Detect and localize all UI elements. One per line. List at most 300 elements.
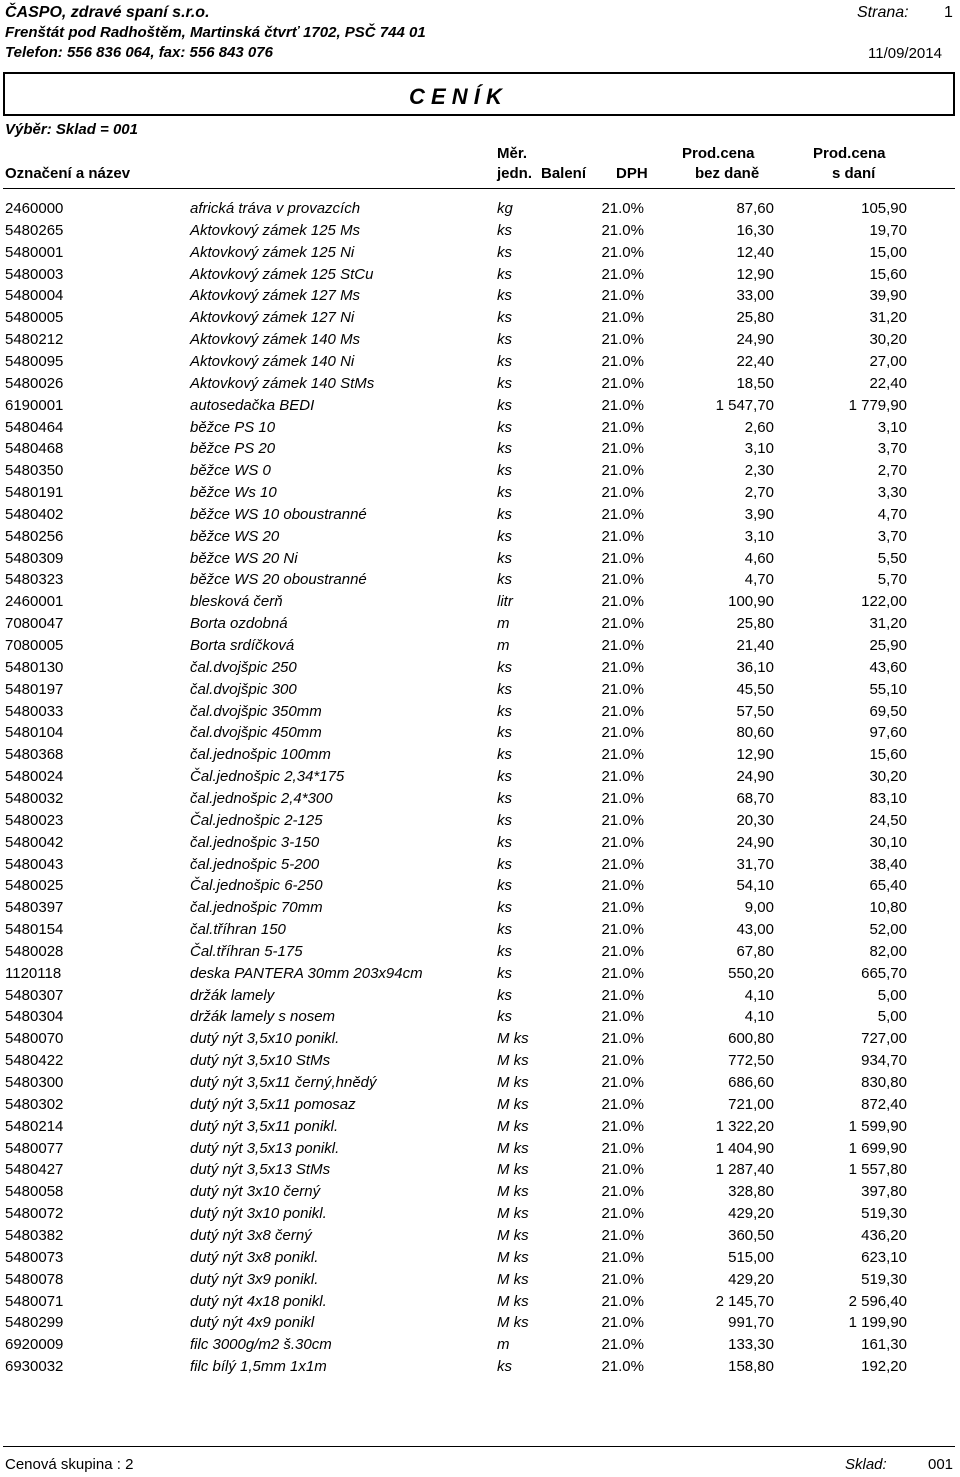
item-unit: ks [497, 724, 512, 742]
item-unit: M ks [497, 1161, 529, 1179]
header-divider [3, 188, 955, 189]
table-row [0, 329, 960, 351]
item-code: 2460000 [5, 200, 64, 217]
item-price-net: 12,90 [736, 746, 774, 764]
table-row [0, 526, 960, 548]
company-name: ČASPO, zdravé spaní s.r.o. [5, 4, 210, 21]
item-vat: 21.0% [601, 1205, 644, 1223]
table-row [0, 307, 960, 329]
item-vat: 21.0% [601, 418, 644, 436]
item-name: čal.jednošpic 2,4*300 [190, 789, 333, 807]
item-price-net: 21,40 [736, 637, 774, 654]
item-code: 5480001 [5, 243, 64, 261]
item-price-net: 360,50 [728, 1226, 774, 1244]
item-vat: 21.0% [601, 877, 644, 895]
table-row [0, 1072, 960, 1094]
item-name: dutý nýt 3x8 černý [190, 1226, 312, 1244]
col-header-pack: Balení [541, 165, 587, 182]
item-price-gross: 30,20 [869, 768, 907, 786]
table-row [0, 919, 960, 941]
item-price-gross: 55,10 [869, 680, 907, 698]
item-vat: 21.0% [601, 768, 644, 786]
item-vat: 21.0% [601, 462, 644, 480]
col-header-unit-bottom: jedn. [497, 165, 533, 182]
item-price-gross: 934,70 [861, 1052, 907, 1070]
item-price-net: 16,30 [736, 221, 774, 239]
item-price-gross: 25,90 [869, 637, 907, 654]
item-name: běžce PS 20 [190, 440, 276, 458]
item-vat: 21.0% [601, 374, 644, 392]
warehouse-value: 001 [928, 1456, 954, 1473]
item-vat: 21.0% [601, 637, 644, 654]
item-unit: litr [497, 593, 513, 611]
item-name: dutý nýt 4x9 ponikl [190, 1314, 315, 1332]
item-price-gross: 38,40 [869, 855, 907, 873]
item-code: 5480004 [5, 287, 64, 305]
item-vat: 21.0% [601, 658, 644, 676]
print-date: 11/09/2014 [868, 45, 942, 62]
table-row [0, 220, 960, 242]
item-name: dutý nýt 3x9 ponikl. [190, 1270, 319, 1288]
table-row [0, 264, 960, 286]
item-code: 5480077 [5, 1139, 64, 1157]
item-price-net: 3,90 [744, 505, 774, 523]
item-unit: M ks [497, 1314, 529, 1332]
item-unit: ks [497, 855, 512, 873]
item-vat: 21.0% [601, 702, 644, 720]
table-row [0, 854, 960, 876]
item-name: držák lamely [190, 986, 275, 1004]
item-name: čal.jednošpic 3-150 [190, 833, 320, 851]
item-vat: 21.0% [601, 1161, 644, 1179]
item-vat: 21.0% [601, 287, 644, 305]
item-vat: 21.0% [601, 615, 644, 633]
item-unit: ks [497, 484, 512, 502]
item-unit: ks [497, 942, 512, 960]
item-name: autosedačka BEDI [190, 396, 315, 414]
item-unit: ks [497, 352, 512, 370]
item-unit: ks [497, 964, 512, 982]
item-vat: 21.0% [601, 1358, 644, 1376]
item-price-gross: 22,40 [869, 374, 907, 392]
item-unit: M ks [497, 1139, 529, 1157]
item-price-gross: 69,50 [869, 702, 907, 720]
table-row [0, 941, 960, 963]
item-price-gross: 65,40 [869, 877, 907, 895]
table-row [0, 679, 960, 701]
item-name: čal.tříhran 150 [190, 921, 286, 939]
item-vat: 21.0% [601, 440, 644, 458]
item-price-net: 1 547,70 [715, 396, 774, 414]
item-vat: 21.0% [601, 527, 644, 545]
table-row [0, 1334, 960, 1356]
item-name: Aktovkový zámek 140 Ni [190, 352, 355, 370]
item-unit: m [497, 1336, 510, 1354]
item-price-gross: 727,00 [861, 1030, 907, 1048]
page-label: Strana: [857, 4, 909, 21]
item-code: 5480300 [5, 1074, 64, 1091]
item-name: dutý nýt 3,5x10 StMs [190, 1052, 331, 1070]
item-code: 5480032 [5, 789, 64, 807]
item-unit: m [497, 615, 510, 633]
table-row [0, 788, 960, 810]
item-vat: 21.0% [601, 1074, 644, 1091]
item-name: filc bílý 1,5mm 1x1m [190, 1358, 327, 1376]
item-price-net: 67,80 [736, 942, 774, 960]
item-unit: M ks [497, 1074, 529, 1091]
item-name: Aktovkový zámek 125 StCu [190, 265, 374, 283]
item-name: Aktovkový zámek 140 StMs [190, 374, 375, 392]
item-code: 5480350 [5, 462, 64, 480]
item-price-net: 328,80 [728, 1183, 774, 1201]
table-row [0, 548, 960, 570]
item-code: 5480191 [5, 484, 64, 502]
item-name: čal.jednošpic 70mm [190, 899, 323, 917]
item-code: 5480026 [5, 374, 64, 392]
item-name: dutý nýt 3,5x11 ponikl. [190, 1117, 339, 1135]
item-name: běžce WS 0 [190, 462, 271, 480]
item-unit: ks [497, 331, 512, 349]
item-price-net: 2,60 [744, 418, 774, 436]
item-price-net: 24,90 [736, 833, 774, 851]
item-price-gross: 623,10 [861, 1248, 907, 1266]
item-name: běžce WS 20 Ni [190, 549, 298, 567]
item-price-gross: 31,20 [869, 309, 907, 327]
item-unit: ks [497, 1008, 512, 1026]
table-row [0, 460, 960, 482]
item-unit: ks [497, 789, 512, 807]
table-row [0, 242, 960, 264]
item-price-net: 1 287,40 [715, 1161, 774, 1179]
table-row [0, 198, 960, 220]
item-vat: 21.0% [601, 964, 644, 982]
item-code: 5480154 [5, 921, 64, 939]
table-row [0, 569, 960, 591]
item-price-net: 2 145,70 [715, 1292, 774, 1310]
table-row [0, 963, 960, 985]
item-code: 5480005 [5, 309, 64, 327]
item-name: čal.dvojšpic 350mm [190, 702, 322, 720]
col-header-price-net-top: Prod.cena [682, 145, 755, 162]
item-price-gross: 5,00 [877, 1008, 907, 1026]
item-vat: 21.0% [601, 1008, 644, 1026]
table-row [0, 351, 960, 373]
item-code: 5480033 [5, 702, 64, 720]
table-row [0, 373, 960, 395]
item-vat: 21.0% [601, 724, 644, 742]
table-row [0, 810, 960, 832]
table-row [0, 744, 960, 766]
item-price-gross: 122,00 [861, 593, 907, 611]
item-code: 5480043 [5, 855, 64, 873]
item-price-net: 31,70 [736, 855, 774, 873]
item-price-gross: 872,40 [861, 1095, 907, 1113]
item-unit: M ks [497, 1226, 529, 1244]
item-code: 5480197 [5, 680, 64, 698]
item-name: čal.dvojšpic 450mm [190, 724, 322, 742]
table-row [0, 657, 960, 679]
item-unit: kg [497, 200, 513, 217]
table-row [0, 985, 960, 1007]
item-price-net: 80,60 [736, 724, 774, 742]
item-code: 5480299 [5, 1314, 64, 1332]
selection-filter: Výběr: Sklad = 001 [5, 121, 138, 138]
item-price-net: 721,00 [728, 1095, 774, 1113]
table-row [0, 635, 960, 657]
item-code: 5480214 [5, 1117, 64, 1135]
item-unit: ks [497, 505, 512, 523]
item-price-net: 550,20 [728, 964, 774, 982]
item-name: Aktovkový zámek 127 Ms [190, 287, 361, 305]
page-number: 1 [944, 4, 953, 21]
item-price-net: 1 404,90 [715, 1139, 774, 1157]
item-unit: ks [497, 768, 512, 786]
item-price-gross: 52,00 [869, 921, 907, 939]
item-price-net: 429,20 [728, 1270, 774, 1288]
table-row [0, 1203, 960, 1225]
table-row [0, 1181, 960, 1203]
item-code: 5480104 [5, 724, 64, 742]
item-vat: 21.0% [601, 1336, 644, 1354]
table-row [0, 417, 960, 439]
item-vat: 21.0% [601, 746, 644, 764]
item-price-net: 2,70 [744, 484, 774, 502]
item-code: 5480309 [5, 549, 64, 567]
item-vat: 21.0% [601, 680, 644, 698]
item-vat: 21.0% [601, 855, 644, 873]
item-price-net: 515,00 [728, 1248, 774, 1266]
item-vat: 21.0% [601, 331, 644, 349]
table-row [0, 285, 960, 307]
table-row [0, 875, 960, 897]
item-unit: M ks [497, 1183, 529, 1201]
item-unit: ks [497, 658, 512, 676]
table-row [0, 766, 960, 788]
item-unit: ks [497, 833, 512, 851]
item-name: Aktovkový zámek 127 Ni [190, 309, 355, 327]
item-code: 5480464 [5, 418, 64, 436]
item-price-net: 24,90 [736, 331, 774, 349]
item-vat: 21.0% [601, 309, 644, 327]
table-row [0, 438, 960, 460]
item-name: Borta srdíčková [190, 637, 295, 654]
item-price-gross: 1 557,80 [848, 1161, 907, 1179]
item-price-net: 36,10 [736, 658, 774, 676]
item-name: Čal.jednošpic 6-250 [190, 877, 323, 895]
item-unit: ks [497, 899, 512, 917]
item-price-net: 429,20 [728, 1205, 774, 1223]
item-unit: M ks [497, 1052, 529, 1070]
item-price-gross: 24,50 [869, 811, 907, 829]
item-price-net: 4,10 [744, 1008, 774, 1026]
item-code: 5480073 [5, 1248, 64, 1266]
item-vat: 21.0% [601, 352, 644, 370]
item-price-net: 2,30 [744, 462, 774, 480]
item-code: 1120118 [5, 964, 62, 982]
item-unit: M ks [497, 1248, 529, 1266]
item-name: běžce WS 10 oboustranné [190, 505, 367, 523]
item-price-gross: 3,70 [877, 440, 907, 458]
item-code: 5480212 [5, 331, 64, 349]
item-price-gross: 5,70 [877, 571, 907, 589]
item-price-net: 25,80 [736, 615, 774, 633]
item-name: Aktovkový zámek 125 Ni [190, 243, 355, 261]
col-header-price-net-bottom: bez daně [695, 165, 760, 182]
table-row [0, 1225, 960, 1247]
warehouse-label: Sklad: [845, 1456, 887, 1473]
item-price-gross: 97,60 [869, 724, 907, 742]
item-unit: ks [497, 309, 512, 327]
item-code: 5480422 [5, 1052, 64, 1070]
item-vat: 21.0% [601, 265, 644, 283]
item-code: 5480265 [5, 221, 64, 239]
item-unit: M ks [497, 1117, 529, 1135]
item-unit: ks [497, 571, 512, 589]
item-price-gross: 105,90 [861, 200, 907, 217]
item-price-net: 158,80 [728, 1358, 774, 1376]
item-name: dutý nýt 3,5x13 ponikl. [190, 1139, 340, 1157]
item-name: Borta ozdobná [190, 615, 288, 633]
item-name: dutý nýt 3,5x10 ponikl. [190, 1030, 340, 1048]
item-price-net: 57,50 [736, 702, 774, 720]
item-price-gross: 5,00 [877, 986, 907, 1004]
item-name: blesková čerň [190, 593, 283, 611]
item-price-gross: 15,00 [869, 243, 907, 261]
item-code: 5480042 [5, 833, 64, 851]
company-phone: Telefon: 556 836 064, fax: 556 843 076 [5, 44, 273, 61]
item-price-gross: 3,30 [877, 484, 907, 502]
item-vat: 21.0% [601, 833, 644, 851]
item-price-net: 600,80 [728, 1030, 774, 1048]
item-unit: ks [497, 877, 512, 895]
item-name: čal.jednošpic 100mm [190, 746, 331, 764]
item-code: 5480023 [5, 811, 64, 829]
item-code: 5480058 [5, 1183, 64, 1201]
table-row [0, 1116, 960, 1138]
item-price-net: 133,30 [728, 1336, 774, 1354]
item-unit: ks [497, 811, 512, 829]
col-header-name: Označení a název [5, 165, 131, 182]
item-vat: 21.0% [601, 593, 644, 611]
item-vat: 21.0% [601, 1139, 644, 1157]
item-code: 5480025 [5, 877, 64, 895]
item-vat: 21.0% [601, 1183, 644, 1201]
page-title: C E N Í K [409, 84, 502, 109]
item-price-net: 12,90 [736, 265, 774, 283]
item-code: 5480368 [5, 746, 64, 764]
table-row [0, 613, 960, 635]
item-price-gross: 1 199,90 [848, 1314, 907, 1332]
item-code: 5480256 [5, 527, 64, 545]
item-unit: ks [497, 221, 512, 239]
col-header-vat: DPH [616, 165, 648, 182]
table-row [0, 504, 960, 526]
item-price-gross: 82,00 [869, 942, 907, 960]
item-price-net: 45,50 [736, 680, 774, 698]
item-vat: 21.0% [601, 921, 644, 939]
table-row [0, 1094, 960, 1116]
item-price-gross: 1 699,90 [848, 1139, 907, 1157]
item-code: 5480302 [5, 1095, 64, 1113]
item-name: filc 3000g/m2 š.30cm [190, 1336, 332, 1354]
item-unit: ks [497, 746, 512, 764]
table-row [0, 897, 960, 919]
item-name: dutý nýt 3,5x11 černý,hnědý [190, 1074, 377, 1091]
item-unit: ks [497, 462, 512, 480]
item-price-gross: 665,70 [861, 964, 907, 982]
item-price-net: 87,60 [736, 200, 774, 217]
item-code: 5480427 [5, 1161, 64, 1179]
item-name: Čal.jednošpic 2,34*175 [190, 768, 345, 786]
item-price-net: 1 322,20 [715, 1117, 774, 1135]
col-header-price-gross-top: Prod.cena [813, 145, 886, 162]
item-vat: 21.0% [601, 811, 644, 829]
col-header-price-gross-bottom: s daní [832, 165, 876, 182]
item-price-gross: 161,30 [861, 1336, 907, 1354]
item-vat: 21.0% [601, 789, 644, 807]
item-code: 5480072 [5, 1205, 64, 1223]
item-price-net: 24,90 [736, 768, 774, 786]
footer-divider [3, 1446, 955, 1447]
item-code: 5480382 [5, 1226, 64, 1244]
item-unit: ks [497, 702, 512, 720]
item-vat: 21.0% [601, 1030, 644, 1048]
item-name: dutý nýt 3,5x13 StMs [190, 1161, 331, 1179]
item-vat: 21.0% [601, 899, 644, 917]
item-code: 6190001 [5, 396, 64, 414]
item-price-net: 686,60 [728, 1074, 774, 1091]
item-code: 5480307 [5, 986, 64, 1004]
item-name: dutý nýt 3x10 ponikl. [190, 1205, 327, 1223]
item-code: 5480071 [5, 1292, 64, 1310]
item-code: 2460001 [5, 593, 64, 611]
item-name: držák lamely s nosem [190, 1008, 336, 1026]
item-price-gross: 30,10 [869, 833, 907, 851]
item-code: 5480095 [5, 352, 64, 370]
item-code: 7080047 [5, 615, 64, 633]
item-code: 5480028 [5, 942, 64, 960]
item-name: dutý nýt 3x8 ponikl. [190, 1248, 319, 1266]
item-price-gross: 19,70 [869, 221, 907, 239]
table-row [0, 1247, 960, 1269]
item-vat: 21.0% [601, 505, 644, 523]
item-vat: 21.0% [601, 484, 644, 502]
table-row [0, 1159, 960, 1181]
item-vat: 21.0% [601, 221, 644, 239]
item-name: dutý nýt 3,5x11 pomosaz [190, 1095, 356, 1113]
item-code: 5480397 [5, 899, 64, 917]
item-name: běžce PS 10 [190, 418, 276, 436]
item-price-gross: 5,50 [877, 549, 907, 567]
item-price-net: 3,10 [744, 440, 774, 458]
item-unit: M ks [497, 1095, 529, 1113]
item-price-gross: 192,20 [861, 1358, 907, 1376]
item-price-gross: 1 599,90 [848, 1117, 907, 1135]
item-vat: 21.0% [601, 1314, 644, 1332]
item-unit: ks [497, 921, 512, 939]
table-row [0, 1312, 960, 1334]
table-row [0, 482, 960, 504]
item-name: dutý nýt 4x18 ponikl. [190, 1292, 327, 1310]
item-unit: ks [497, 680, 512, 698]
item-price-gross: 15,60 [869, 265, 907, 283]
table-row [0, 1050, 960, 1072]
item-price-net: 4,10 [744, 986, 774, 1004]
item-name: deska PANTERA 30mm 203x94cm [190, 964, 423, 982]
item-vat: 21.0% [601, 243, 644, 261]
price-group: Cenová skupina : 2 [5, 1456, 134, 1473]
item-code: 5480130 [5, 658, 64, 676]
